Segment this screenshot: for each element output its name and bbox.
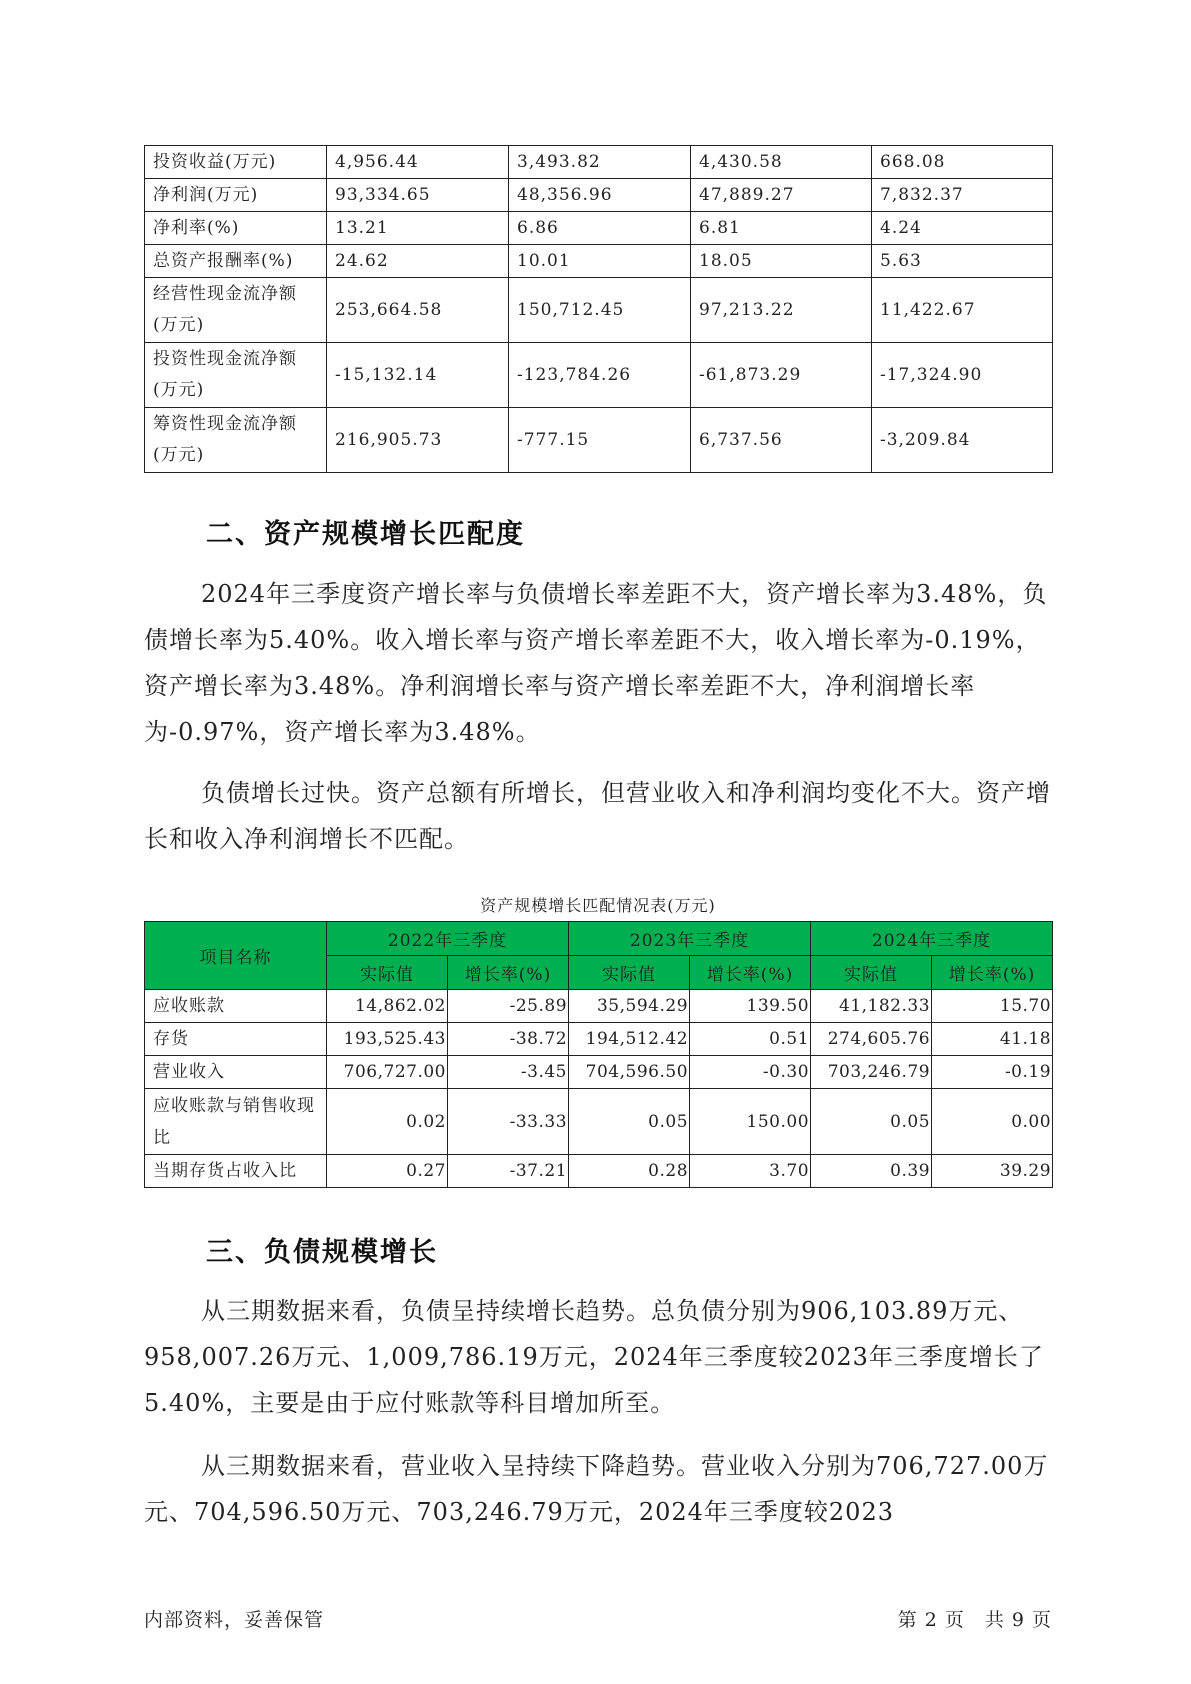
cell-value: 703,246.79 <box>811 1056 932 1089</box>
cell-value: 139.50 <box>690 990 811 1023</box>
cell-value: 39.29 <box>932 1155 1053 1188</box>
cell-value: 4,430.58 <box>691 146 872 179</box>
cell-value: -17,324.90 <box>872 343 1053 408</box>
cell-value: 0.05 <box>569 1089 690 1155</box>
cell-value: -0.30 <box>690 1056 811 1089</box>
cell-value: 13.21 <box>327 212 509 245</box>
cell-value: 7,832.37 <box>872 179 1053 212</box>
cell-value: 48,356.96 <box>509 179 691 212</box>
header-period: 2024年三季度 <box>811 922 1053 956</box>
cell-value: 47,889.27 <box>691 179 872 212</box>
header-actual: 实际值 <box>811 956 932 990</box>
cell-value: 18.05 <box>691 245 872 278</box>
cell-value: -123,784.26 <box>509 343 691 408</box>
cell-value: 6.86 <box>509 212 691 245</box>
cell-value: 150.00 <box>690 1089 811 1155</box>
cell-value: 97,213.22 <box>691 278 872 343</box>
section-heading: 二、资产规模增长匹配度 <box>206 519 525 550</box>
cell-value: 93,334.65 <box>327 179 509 212</box>
header-rate: 增长率(%) <box>448 956 569 990</box>
body-paragraph: 从三期数据来看，负债呈持续增长趋势。总负债分别为906,103.89万元、958,007.26万元、1,009,786.19万元，2024年三季度较2023年三季度增长了5.40%，主要是由于应付账款等科目增加所至。 <box>144 1297 1044 1417</box>
cell-value: 0.02 <box>327 1089 448 1155</box>
table-caption: 资产规模增长匹配情况表(万元) <box>480 896 716 915</box>
cell-value: -15,132.14 <box>327 343 509 408</box>
cell-value: -61,873.29 <box>691 343 872 408</box>
table-row <box>145 343 1053 408</box>
cell-value: 704,596.50 <box>569 1056 690 1089</box>
row-label: 营业收入 <box>145 1056 327 1089</box>
table-row <box>145 1089 1053 1155</box>
row-label: 应收账款 <box>145 990 327 1023</box>
cell-value: 14,862.02 <box>327 990 448 1023</box>
cell-value: 3.70 <box>690 1155 811 1188</box>
cell-value: 706,727.00 <box>327 1056 448 1089</box>
cell-value: 24.62 <box>327 245 509 278</box>
table-row <box>145 990 1053 1023</box>
cell-value: 5.63 <box>872 245 1053 278</box>
row-label: 应收账款与销售收现比 <box>145 1089 327 1155</box>
cell-value: 6,737.56 <box>691 408 872 473</box>
body-paragraph: 负债增长过快。资产总额有所增长，但营业收入和净利润均变化不大。资产增长和收入净利润增长不匹配。 <box>144 779 1051 853</box>
table-row <box>145 278 1053 343</box>
cell-value: 4.24 <box>872 212 1053 245</box>
table-row <box>145 245 1053 278</box>
cell-value: 0.00 <box>932 1089 1053 1155</box>
cell-value: 15.70 <box>932 990 1053 1023</box>
cell-value: 3,493.82 <box>509 146 691 179</box>
row-label: 净利润(万元) <box>145 179 327 212</box>
cell-value: -33.33 <box>448 1089 569 1155</box>
header-item-name: 项目名称 <box>145 922 327 990</box>
body-paragraph: 2024年三季度资产增长率与负债增长率差距不大，资产增长率为3.48%，负债增长率为5.40%。收入增长率与资产增长率差距不大，收入增长率为-0.19%，资产增长率为3.48%。净利润增长率与资产增长率差距不大，净利润增长率为-0.97%，资产增长率为3.48%。 <box>144 580 1048 746</box>
table-row <box>145 1023 1053 1056</box>
table-row <box>145 408 1053 473</box>
cell-value: -3,209.84 <box>872 408 1053 473</box>
cell-value: 0.27 <box>327 1155 448 1188</box>
row-label: 投资收益(万元) <box>145 146 327 179</box>
cell-value: 10.01 <box>509 245 691 278</box>
cell-value: -38.72 <box>448 1023 569 1056</box>
table-row <box>145 146 1053 179</box>
asset-growth-table <box>144 921 1053 1188</box>
body-paragraph: 从三期数据来看，营业收入呈持续下降趋势。营业收入分别为706,727.00万元、704,596.50万元、703,246.79万元，2024年三季度较2023 <box>144 1452 1049 1526</box>
header-period: 2022年三季度 <box>327 922 569 956</box>
cell-value: 0.39 <box>811 1155 932 1188</box>
cell-value: 253,664.58 <box>327 278 509 343</box>
cell-value: 41,182.33 <box>811 990 932 1023</box>
cell-value: 0.51 <box>690 1023 811 1056</box>
cell-value: 41.18 <box>932 1023 1053 1056</box>
row-label: 经营性现金流净额(万元) <box>145 278 327 343</box>
row-label: 净利率(%) <box>145 212 327 245</box>
cell-value: -3.45 <box>448 1056 569 1089</box>
row-label: 当期存货占收入比 <box>145 1155 327 1188</box>
section-heading: 三、负债规模增长 <box>206 1237 438 1268</box>
financial-metrics-table <box>144 145 1053 473</box>
cell-value: 11,422.67 <box>872 278 1053 343</box>
header-actual: 实际值 <box>327 956 448 990</box>
footer-confidential-note: 内部资料，妥善保管 <box>144 1609 325 1631</box>
header-rate: 增长率(%) <box>932 956 1053 990</box>
cell-value: -37.21 <box>448 1155 569 1188</box>
cell-value: 274,605.76 <box>811 1023 932 1056</box>
cell-value: 4,956.44 <box>327 146 509 179</box>
cell-value: 6.81 <box>691 212 872 245</box>
table-row <box>145 1056 1053 1089</box>
cell-value: 193,525.43 <box>327 1023 448 1056</box>
table-row <box>145 212 1053 245</box>
header-row <box>145 922 1053 956</box>
row-label: 投资性现金流净额(万元) <box>145 343 327 408</box>
header-actual: 实际值 <box>569 956 690 990</box>
header-period: 2023年三季度 <box>569 922 811 956</box>
cell-value: 216,905.73 <box>327 408 509 473</box>
cell-value: -777.15 <box>509 408 691 473</box>
header-rate: 增长率(%) <box>690 956 811 990</box>
row-label: 存货 <box>145 1023 327 1056</box>
cell-value: 0.28 <box>569 1155 690 1188</box>
cell-value: 150,712.45 <box>509 278 691 343</box>
cell-value: -25.89 <box>448 990 569 1023</box>
cell-value: 35,594.29 <box>569 990 690 1023</box>
cell-value: 668.08 <box>872 146 1053 179</box>
row-label: 筹资性现金流净额(万元) <box>145 408 327 473</box>
row-label: 总资产报酬率(%) <box>145 245 327 278</box>
cell-value: 194,512.42 <box>569 1023 690 1056</box>
table-row <box>145 179 1053 212</box>
cell-value: -0.19 <box>932 1056 1053 1089</box>
footer-page-number: 第 2 页 共 9 页 <box>897 1609 1052 1631</box>
table-row <box>145 1155 1053 1188</box>
cell-value: 0.05 <box>811 1089 932 1155</box>
